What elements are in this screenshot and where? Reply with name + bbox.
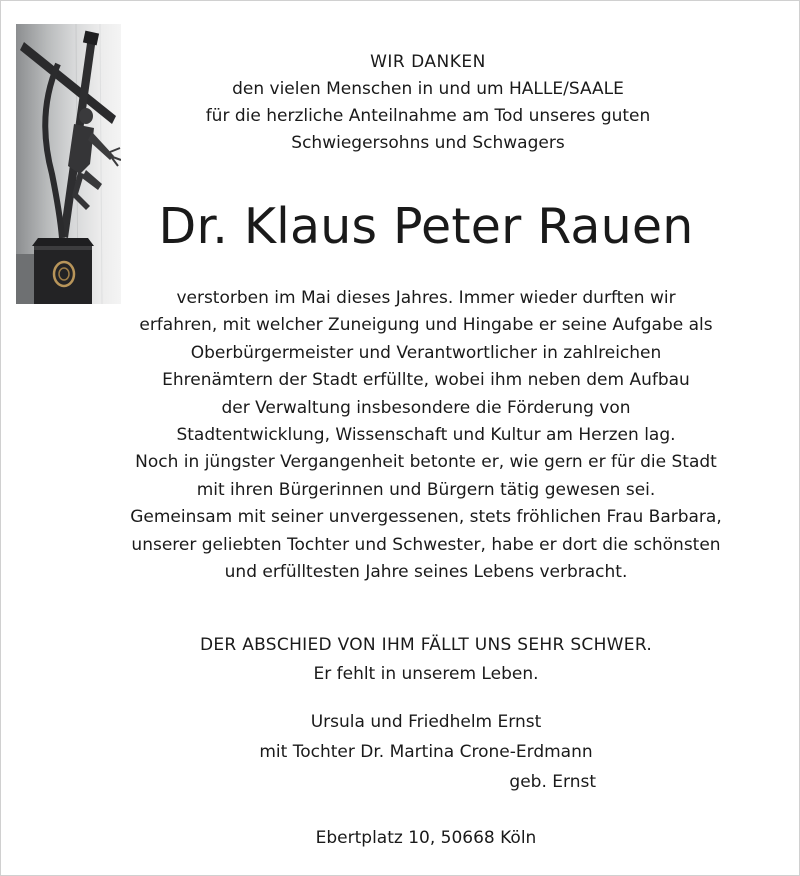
tribute-line: der Verwaltung insbesondere die Förderung von (221, 397, 631, 418)
tribute-line: Oberbürgermeister und Verantwortlicher in zahlreichen (190, 342, 662, 363)
crucifix-sculpture-photo (16, 24, 121, 304)
signer-line: Ursula und Friedhelm Ernst (310, 712, 542, 732)
signer-line: geb. Ernst (509, 772, 596, 792)
tribute-line: Ehrenämtern der Stadt erfüllte, wobei ihm neben dem Aufbau (162, 370, 690, 391)
tribute-line: Noch in jüngster Vergangenheit betonte er, wie gern er für die Stadt (135, 452, 717, 473)
header-line: den vielen Menschen in und um HALLE/SAALE (232, 79, 624, 99)
tribute-line: verstorben im Mai dieses Jahres. Immer wieder durften wir (176, 288, 676, 308)
tribute-line: Stadtentwicklung, Wissenschaft und Kultur am Herzen lag. (176, 425, 676, 446)
tribute-line: erfahren, mit welcher Zuneigung und Hingabe er seine Aufgabe als (139, 315, 713, 336)
closing-line: DER ABSCHIED VON IHM FÄLLT UNS SEHR SCHWER. (199, 635, 653, 655)
tribute-line: mit ihren Bürgerinnen und Bürgern tätig gewesen sei. (196, 479, 656, 500)
signer-line: mit Tochter Dr. Martina Crone-Erdmann (259, 742, 593, 762)
closing-line: Er fehlt in unserem Leben. (313, 664, 539, 684)
signers-block (210, 707, 642, 797)
address: Ebertplatz 10, 50668 Köln (315, 828, 537, 848)
thanks-header (148, 49, 708, 157)
deceased-name: Dr. Klaus Peter Rauen (158, 198, 694, 255)
crucifix-sculpture-icon (16, 24, 121, 304)
header-line: für die herzliche Anteilnahme am Tod unseres guten (205, 106, 651, 126)
tribute-line: unserer geliebten Tochter und Schwester, habe er dort die schönsten (131, 534, 721, 555)
tribute-line: und erfülltesten Jahre seines Lebens verbracht. (224, 562, 628, 583)
header-line: Schwiegersohns und Schwagers (291, 133, 565, 153)
header-title: WIR DANKEN (370, 52, 486, 72)
tribute-paragraph (40, 285, 800, 586)
tribute-line: Gemeinsam mit seiner unvergessenen, stets fröhlichen Frau Barbara, (130, 507, 722, 528)
closing-statement (110, 631, 742, 689)
